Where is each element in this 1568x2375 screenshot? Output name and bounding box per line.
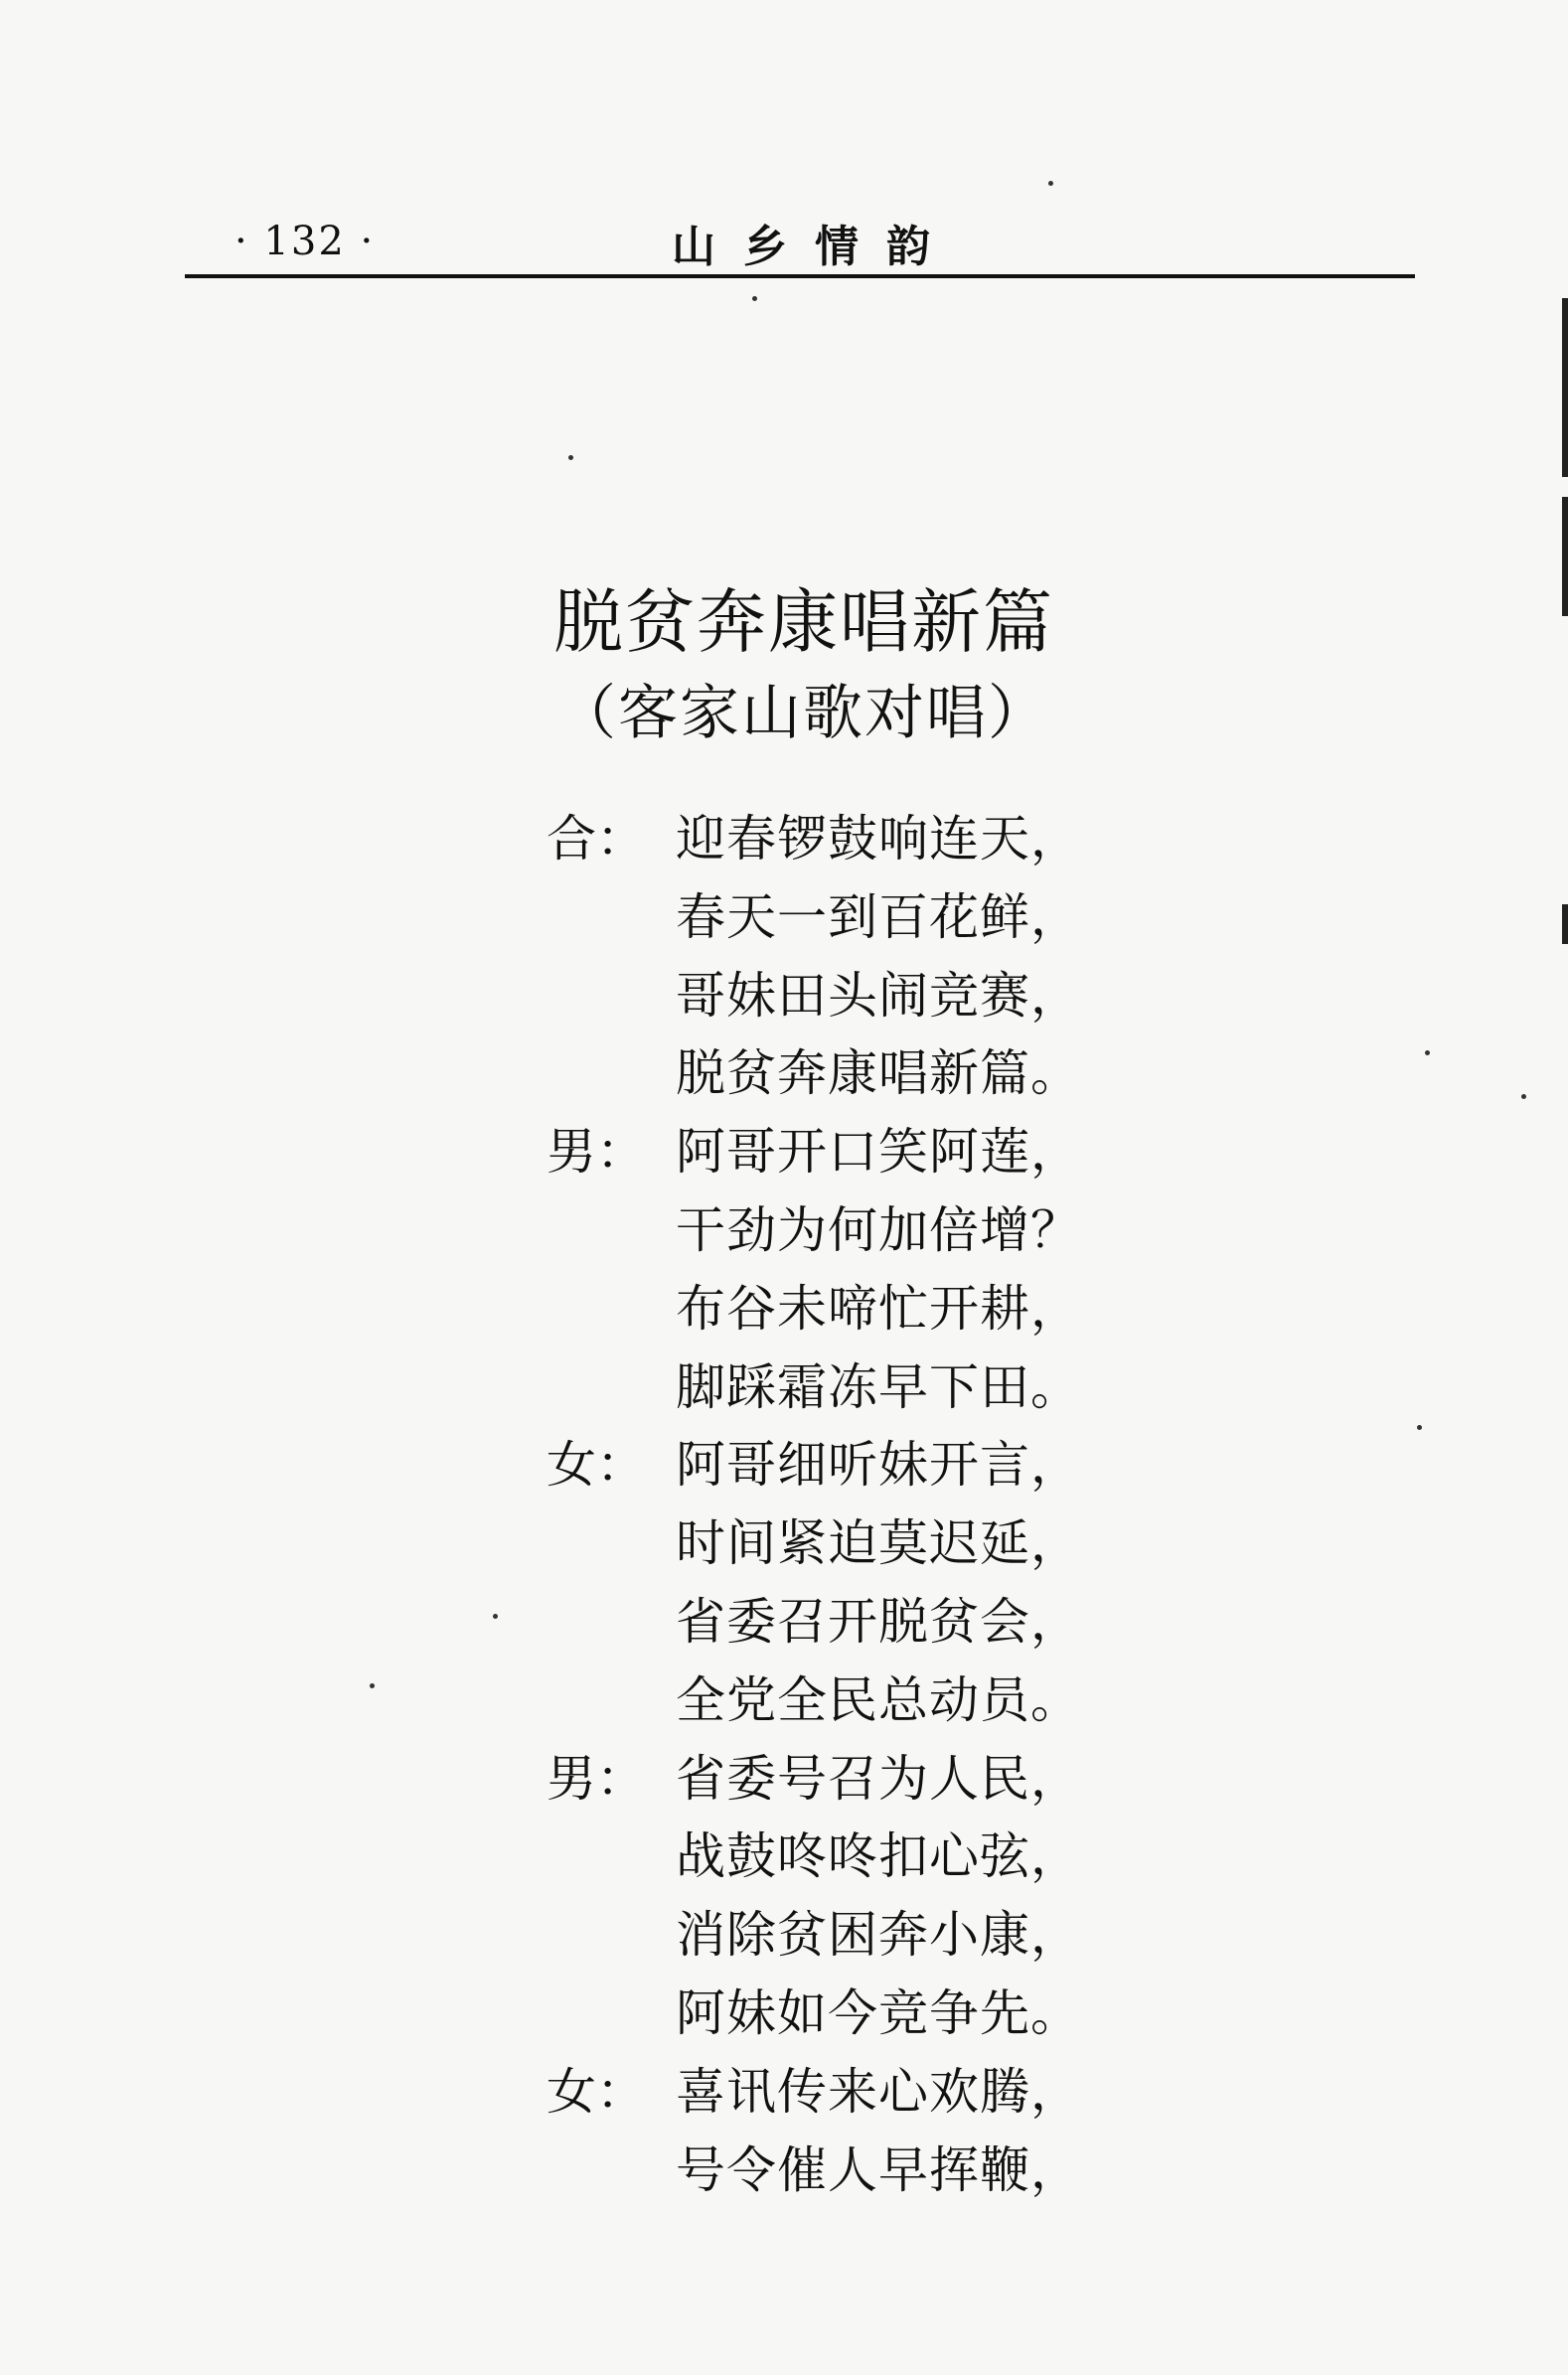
running-title: 山乡情韵 <box>672 222 958 272</box>
page-number: · 132 · <box>235 219 376 264</box>
speaker-label: 女： <box>547 2062 646 2121</box>
verse-text: 干劲为何加倍增？ <box>676 1200 1081 1259</box>
verse-line <box>547 800 1341 878</box>
verse-line <box>547 2132 1341 2210</box>
edge-mark <box>1562 497 1568 616</box>
verse-line <box>547 1896 1341 1975</box>
verse-text: 号令催人早挥鞭， <box>676 2140 1081 2199</box>
verse-line <box>547 1975 1341 2053</box>
verse-text: 阿哥开口笑阿莲， <box>676 1123 1081 1182</box>
scan-speck <box>370 1683 375 1688</box>
speaker-label: 合： <box>547 810 646 868</box>
verse-line <box>547 1426 1341 1504</box>
poem-title: 脱贫奔康唱新篇 <box>553 581 1054 663</box>
page-header <box>185 199 1415 278</box>
speaker-label: 男： <box>547 1749 646 1808</box>
verse-text: 哥妹田头闹竞赛， <box>676 966 1081 1025</box>
verse-text: 脚踩霜冻早下田。 <box>676 1357 1081 1416</box>
verse-text: 阿哥细听妹开言， <box>676 1436 1081 1495</box>
verse-line <box>547 1270 1341 1348</box>
verse-line <box>547 1348 1341 1427</box>
scan-speck <box>1521 1094 1526 1099</box>
verse-text: 布谷未啼忙开耕， <box>676 1279 1081 1338</box>
verse-line <box>547 1740 1341 1819</box>
verse-text: 阿妹如今竞争先。 <box>676 1983 1081 2042</box>
verse-text: 战鼓咚咚扣心弦， <box>676 1827 1081 1886</box>
speaker-label: 女： <box>547 1436 646 1495</box>
verse-text: 全党全民总动员。 <box>676 1670 1081 1729</box>
verse-text: 迎春锣鼓响连天， <box>676 810 1081 868</box>
verse-text: 消除贫困奔小康， <box>676 1906 1081 1965</box>
verse-line <box>547 2053 1341 2132</box>
verse-line <box>547 878 1341 957</box>
verse-line <box>547 1583 1341 1662</box>
edge-mark <box>1562 298 1568 477</box>
verse-line <box>547 1662 1341 1740</box>
scan-speck <box>1425 1050 1430 1055</box>
edge-mark <box>1562 904 1568 944</box>
verse-text: 喜讯传来心欢腾， <box>676 2062 1081 2121</box>
scan-speck <box>568 455 573 460</box>
verse-text: 时间紧迫莫迟延， <box>676 1514 1081 1573</box>
scan-speck <box>493 1614 498 1619</box>
verse-line <box>547 1504 1341 1583</box>
verse-text: 春天一到百花鲜， <box>676 887 1081 946</box>
scan-speck <box>1048 181 1053 186</box>
verse-line <box>547 1113 1341 1191</box>
verse-text: 省委召开脱贫会， <box>676 1592 1081 1651</box>
speaker-label: 男： <box>547 1123 646 1182</box>
scan-speck <box>1417 1425 1422 1430</box>
verse-line <box>547 1034 1341 1113</box>
scan-speck <box>752 296 757 301</box>
verse-text: 脱贫奔康唱新篇。 <box>676 1044 1081 1103</box>
verse-line <box>547 957 1341 1035</box>
verse-line <box>547 1818 1341 1896</box>
verse-line <box>547 1191 1341 1270</box>
poem-verses <box>547 800 1341 2209</box>
header-rule <box>185 274 1415 278</box>
poem-subtitle: （客家山歌对唱） <box>556 679 1049 748</box>
verse-text: 省委号召为人民， <box>676 1749 1081 1808</box>
